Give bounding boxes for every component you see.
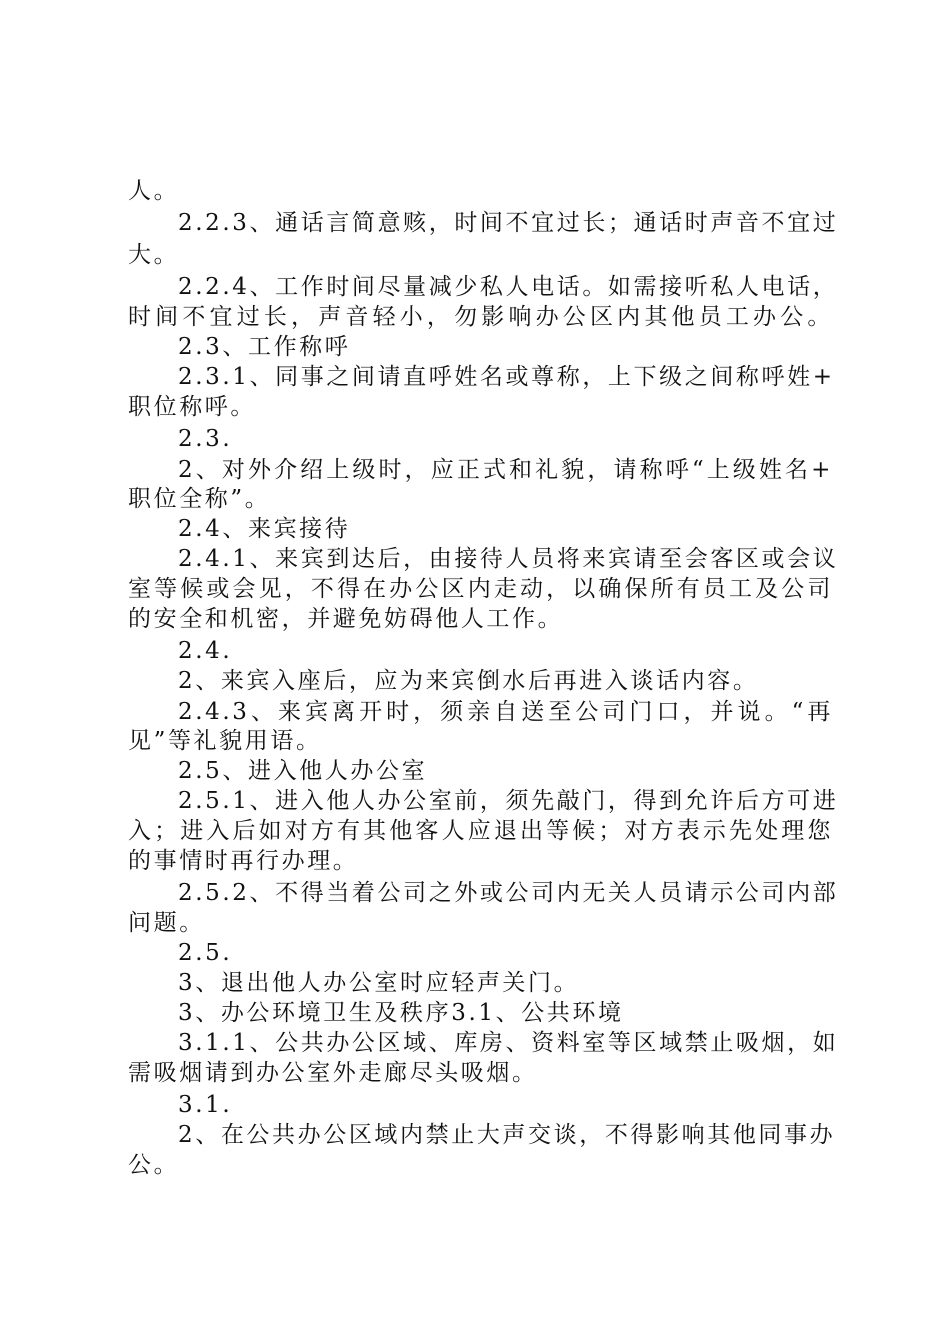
text-line: 职位全称”。 xyxy=(128,486,271,512)
text-line: 的事情时再行办理。 xyxy=(128,848,359,874)
text-line: 需吸烟请到办公室外走廊尽头吸烟。 xyxy=(128,1060,538,1086)
section-heading: 2.4、来宾接待 xyxy=(178,516,351,542)
text-line: 的安全和机密，并避免妨碍他人工作。 xyxy=(128,606,564,632)
section-heading: 2.3、工作称呼 xyxy=(178,334,351,360)
text-line: 问题。 xyxy=(128,910,205,936)
text-line: 2.4.1、来宾到达后，由接待人员将来宾请至会客区或会议 xyxy=(178,546,839,572)
text-line: 入；进入后如对方有其他客人应退出等候；对方表示先处理您 xyxy=(128,818,833,844)
text-line: 2、来宾入座后，应为来宾倒水后再进入谈话内容。 xyxy=(178,668,759,694)
section-heading: 2.5、进入他人办公室 xyxy=(178,758,428,784)
text-line: 时间不宜过长，声音轻小，勿影响办公区内其他员工办公。 xyxy=(128,304,833,330)
text-line: 2.4. xyxy=(178,638,233,664)
text-line: 职位称呼。 xyxy=(128,394,256,420)
text-line: 2、在公共办公区域内禁止大声交谈，不得影响其他同事办 xyxy=(178,1122,836,1148)
text-line: 2.5. xyxy=(178,940,233,966)
text-line: 2.2.3、通话言简意赅，时间不宜过长；通话时声音不宜过 xyxy=(178,210,839,236)
text-line: 3.1.1、公共办公区域、库房、资料室等区域禁止吸烟，如 xyxy=(178,1030,839,1056)
text-line: 3、退出他人办公室时应轻声关门。 xyxy=(178,970,580,996)
text-line: 见”等礼貌用语。 xyxy=(128,728,322,754)
text-line: 3.1. xyxy=(178,1092,233,1118)
text-line: 大。 xyxy=(128,242,180,268)
text-line: 2.3. xyxy=(178,426,233,452)
text-line: 2.4.3、来宾离开时，须亲自送至公司门口，并说。“再 xyxy=(178,699,833,725)
text-line: 人。 xyxy=(128,178,180,204)
section-heading: 3、办公环境卫生及秩序3.1、公共环境 xyxy=(178,1000,624,1026)
text-line: 公。 xyxy=(128,1152,180,1178)
text-line: 室等候或会见，不得在办公区内走动，以确保所有员工及公司 xyxy=(128,576,833,602)
text-line: 2.2.4、工作时间尽量减少私人电话。如需接听私人电话， xyxy=(178,274,839,300)
text-line: 2.5.2、不得当着公司之外或公司内无关人员请示公司内部 xyxy=(178,880,839,906)
text-line: 2.5.1、进入他人办公室前，须先敲门，得到允许后方可进 xyxy=(178,788,839,814)
text-line: 2、对外介绍上级时，应正式和礼貌，请称呼“上级姓名+ xyxy=(178,457,833,483)
text-line: 2.3.1、同事之间请直呼姓名或尊称，上下级之间称呼姓+ xyxy=(178,364,835,390)
